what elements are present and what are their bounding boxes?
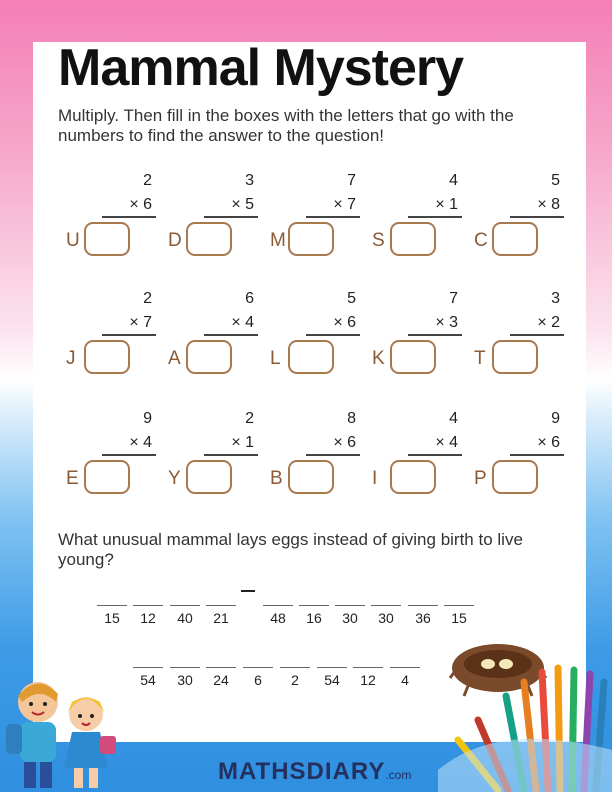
answer-slot[interactable] bbox=[408, 605, 438, 626]
answer-blank bbox=[170, 667, 200, 668]
answer-box[interactable] bbox=[390, 222, 436, 256]
answer-code: 6 bbox=[254, 672, 262, 688]
kids-illustration bbox=[0, 672, 125, 792]
answer-slot[interactable] bbox=[299, 605, 329, 626]
answer-rule bbox=[408, 216, 462, 218]
multiplier: × 5 bbox=[231, 196, 254, 213]
answer-blank bbox=[335, 605, 365, 606]
multiplicand: 8 bbox=[347, 410, 356, 427]
instructions-text: Multiply. Then fill in the boxes with the letters that go with the numbers to find the answer to the question! bbox=[58, 106, 514, 145]
answer-box[interactable] bbox=[84, 340, 130, 374]
answer-blank bbox=[353, 667, 383, 668]
answer-code: 2 bbox=[291, 672, 299, 688]
problem-s bbox=[372, 172, 462, 272]
answer-box[interactable] bbox=[84, 460, 130, 494]
problem-letter: E bbox=[66, 468, 79, 489]
answer-slot[interactable] bbox=[133, 667, 163, 688]
multiplicand: 9 bbox=[143, 410, 152, 427]
answer-blank bbox=[263, 605, 293, 606]
problem-j bbox=[66, 290, 156, 390]
multiplicand: 3 bbox=[245, 172, 254, 189]
answer-blank bbox=[206, 667, 236, 668]
answer-box[interactable] bbox=[84, 222, 130, 256]
problem-p bbox=[474, 410, 564, 510]
answer-slot[interactable] bbox=[133, 605, 163, 626]
problem-letter: K bbox=[372, 348, 385, 369]
multiplier: × 4 bbox=[435, 434, 458, 451]
problem-u bbox=[66, 172, 156, 272]
multiplicand: 7 bbox=[347, 172, 356, 189]
question-text: What unusual mammal lays eggs instead of giving birth to live young? bbox=[58, 530, 523, 569]
answer-slot[interactable] bbox=[444, 605, 474, 626]
multiplicand: 5 bbox=[551, 172, 560, 189]
problem-a bbox=[168, 290, 258, 390]
problem-letter: C bbox=[474, 230, 488, 251]
answer-code: 15 bbox=[451, 610, 467, 626]
answer-code: 54 bbox=[324, 672, 340, 688]
answer-blank bbox=[133, 667, 163, 668]
answer-slot[interactable] bbox=[371, 605, 401, 626]
multiplier: × 6 bbox=[333, 314, 356, 331]
answer-rule bbox=[204, 216, 258, 218]
problem-l bbox=[270, 290, 360, 390]
multiplicand: 2 bbox=[143, 172, 152, 189]
answer-code: 16 bbox=[306, 610, 322, 626]
multiplicand: 2 bbox=[143, 290, 152, 307]
problem-letter: D bbox=[168, 230, 182, 251]
problem-letter: S bbox=[372, 230, 385, 251]
problem-b bbox=[270, 410, 360, 510]
answer-slot[interactable] bbox=[280, 667, 310, 688]
page-title: Mammal Mystery bbox=[58, 39, 464, 97]
answer-slot[interactable] bbox=[353, 667, 383, 688]
word-separator-dash bbox=[241, 590, 255, 592]
answer-code: 30 bbox=[342, 610, 358, 626]
answer-blank bbox=[97, 605, 127, 606]
multiplicand: 4 bbox=[449, 410, 458, 427]
answer-code: 40 bbox=[177, 610, 193, 626]
multiplier: × 6 bbox=[333, 434, 356, 451]
answer-box[interactable] bbox=[492, 460, 538, 494]
problem-letter: L bbox=[270, 348, 281, 369]
answer-code: 36 bbox=[415, 610, 431, 626]
multiplicand: 5 bbox=[347, 290, 356, 307]
answer-rule bbox=[102, 216, 156, 218]
answer-box[interactable] bbox=[186, 340, 232, 374]
answer-slot[interactable] bbox=[206, 667, 236, 688]
problem-i bbox=[372, 410, 462, 510]
multiplier: × 2 bbox=[537, 314, 560, 331]
answer-rule bbox=[204, 454, 258, 456]
multiplicand: 7 bbox=[449, 290, 458, 307]
answer-slot[interactable] bbox=[263, 605, 293, 626]
problem-e bbox=[66, 410, 156, 510]
answer-rule bbox=[306, 454, 360, 456]
multiplier: × 7 bbox=[333, 196, 356, 213]
answer-rule bbox=[408, 334, 462, 336]
answer-blank bbox=[390, 667, 420, 668]
problem-k bbox=[372, 290, 462, 390]
multiplicand: 3 bbox=[551, 290, 560, 307]
multiplier: × 4 bbox=[129, 434, 152, 451]
answer-box[interactable] bbox=[390, 460, 436, 494]
answer-blank bbox=[243, 667, 273, 668]
answer-blank bbox=[444, 605, 474, 606]
answer-rule bbox=[306, 334, 360, 336]
answer-slot[interactable] bbox=[243, 667, 273, 688]
answer-box[interactable] bbox=[390, 340, 436, 374]
problem-t bbox=[474, 290, 564, 390]
answer-code: 21 bbox=[213, 610, 229, 626]
answer-code: 30 bbox=[177, 672, 193, 688]
multiplier: × 8 bbox=[537, 196, 560, 213]
problem-letter: Y bbox=[168, 468, 181, 489]
multiplier: × 7 bbox=[129, 314, 152, 331]
multiplier: × 6 bbox=[537, 434, 560, 451]
answer-box[interactable] bbox=[288, 340, 334, 374]
answer-rule bbox=[306, 216, 360, 218]
answer-blank bbox=[133, 605, 163, 606]
multiplier: × 1 bbox=[231, 434, 254, 451]
problem-letter: I bbox=[372, 468, 378, 489]
answer-code: 48 bbox=[270, 610, 286, 626]
answer-blank bbox=[170, 605, 200, 606]
answer-code: 24 bbox=[213, 672, 229, 688]
pencils-illustration bbox=[438, 660, 612, 792]
answer-slot[interactable] bbox=[335, 605, 365, 626]
multiplier: × 6 bbox=[129, 196, 152, 213]
multiplicand: 9 bbox=[551, 410, 560, 427]
multiplicand: 2 bbox=[245, 410, 254, 427]
answer-box[interactable] bbox=[288, 222, 334, 256]
answer-slot[interactable] bbox=[97, 605, 127, 626]
answer-code: 30 bbox=[378, 610, 394, 626]
answer-blank bbox=[299, 605, 329, 606]
answer-slot[interactable] bbox=[170, 605, 200, 626]
answer-code: 54 bbox=[140, 672, 156, 688]
problem-letter: M bbox=[270, 230, 286, 251]
multiplier: × 4 bbox=[231, 314, 254, 331]
answer-box[interactable] bbox=[186, 222, 232, 256]
multiplicand: 4 bbox=[449, 172, 458, 189]
problem-letter: P bbox=[474, 468, 487, 489]
problem-c bbox=[474, 172, 564, 272]
answer-code: 12 bbox=[140, 610, 156, 626]
answer-rule bbox=[510, 334, 564, 336]
multiplier: × 3 bbox=[435, 314, 458, 331]
answer-slot[interactable] bbox=[390, 667, 420, 688]
multiplier: × 1 bbox=[435, 196, 458, 213]
answer-slot[interactable] bbox=[170, 667, 200, 688]
problem-letter: T bbox=[474, 348, 486, 369]
worksheet-sheet bbox=[33, 42, 586, 742]
answer-box[interactable] bbox=[288, 460, 334, 494]
answer-blank bbox=[317, 667, 347, 668]
answer-rule bbox=[510, 454, 564, 456]
answer-rule bbox=[408, 454, 462, 456]
answer-code: 12 bbox=[360, 672, 376, 688]
answer-rule bbox=[102, 334, 156, 336]
answer-rule bbox=[102, 454, 156, 456]
problem-letter: B bbox=[270, 468, 283, 489]
answer-slot[interactable] bbox=[206, 605, 236, 626]
answer-blank bbox=[206, 605, 236, 606]
problem-letter: U bbox=[66, 230, 80, 251]
problem-letter: J bbox=[66, 348, 76, 369]
brand-logo: MATHSDIARY.com bbox=[218, 758, 412, 785]
problem-d bbox=[168, 172, 258, 272]
answer-box[interactable] bbox=[492, 340, 538, 374]
answer-slot[interactable] bbox=[317, 667, 347, 688]
problem-letter: A bbox=[168, 348, 181, 369]
answer-box[interactable] bbox=[186, 460, 232, 494]
answer-blank bbox=[280, 667, 310, 668]
multiplicand: 6 bbox=[245, 290, 254, 307]
problem-m bbox=[270, 172, 360, 272]
problem-y bbox=[168, 410, 258, 510]
answer-code: 4 bbox=[401, 672, 409, 688]
answer-rule bbox=[204, 334, 258, 336]
answer-blank bbox=[371, 605, 401, 606]
answer-blank bbox=[408, 605, 438, 606]
answer-rule bbox=[510, 216, 564, 218]
answer-code: 15 bbox=[104, 610, 120, 626]
answer-box[interactable] bbox=[492, 222, 538, 256]
